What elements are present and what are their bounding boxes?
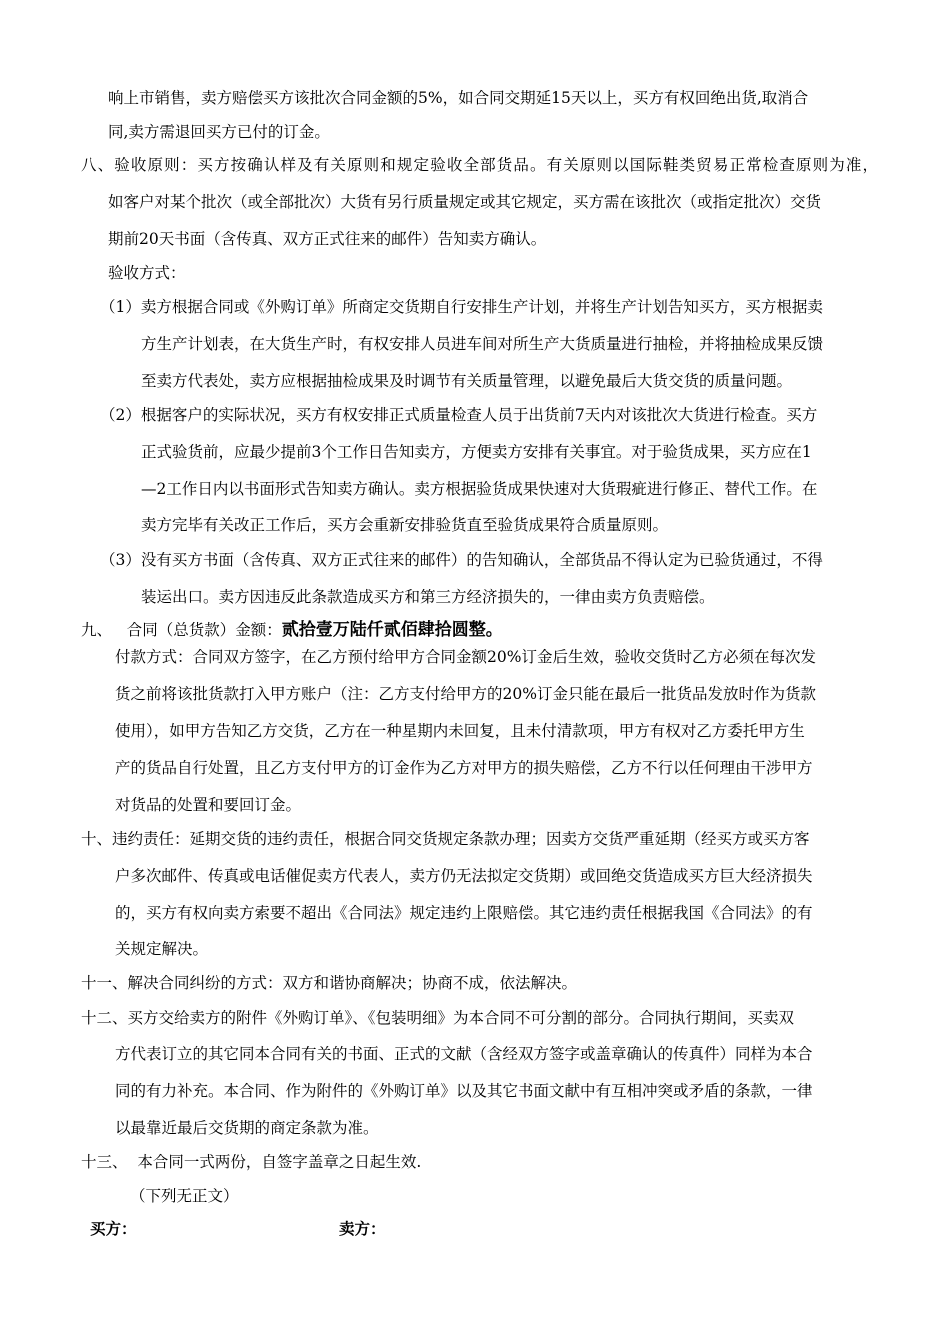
clause-10-line-2: 户多次邮件、传真或电话催促卖方代表人，卖方仍无法拟定交货期）或回绝交货造成买方巨大经济损失 <box>115 867 813 885</box>
payment-line-5: 对货品的处置和要回订金。 <box>115 796 302 814</box>
clause-8-line-1: 八、验收原则：买方按确认样及有关原则和规定验收全部货品。有关原则以国际鞋类贸易正常检查原则为准， <box>81 156 880 174</box>
clause-11-line-1: 十一、解决合同纠纷的方式：双方和谐协商解决；协商不成，依法解决。 <box>81 974 578 992</box>
no-further-text-note: （下列无正文） <box>130 1187 239 1205</box>
clause-9-label: 九、 合同（总货款）金额： <box>81 621 282 639</box>
buyer-signature-label: 买方： <box>90 1220 137 1238</box>
inspection-method-heading: 验收方式： <box>108 264 186 282</box>
method-2-line-4: 卖方完毕有关改正工作后，买方会重新安排验货直至验货成果符合质量原则。 <box>141 516 669 534</box>
method-1-line-1: （1）卖方根据合同或《外购订单》所商定交货期自行安排生产计划，并将生产计划告知买方，买方根据卖 <box>100 298 823 316</box>
payment-line-4: 产的货品自行处置，且乙方支付甲方的订金作为乙方对甲方的损失赔偿，乙方不行以任何理由干涉甲方 <box>115 759 813 777</box>
clause-7-line-2: 同,卖方需退回买方已付的订金。 <box>108 123 330 141</box>
clause-9-amount-line <box>81 620 503 640</box>
payment-line-2: 货之前将该批货款打入甲方账户（注：乙方支付给甲方的20%订金只能在最后一批货品发放时作为货款 <box>115 685 816 703</box>
payment-line-3: 使用），如甲方告知乙方交货，乙方在一种星期内未回复，且未付清款项，甲方有权对乙方委托甲方生 <box>115 722 805 740</box>
clause-12-line-2: 方代表订立的其它同本合同有关的书面、正式的文献（含经双方签字或盖章确认的传真件）同样为本合 <box>115 1045 813 1063</box>
clause-12-line-3: 同的有力补充。本合同、作为附件的《外购订单》以及其它书面文献中有互相冲突或矛盾的条款，一律 <box>115 1082 813 1100</box>
method-2-line-2: 正式验货前，应最少提前3个工作日告知卖方，方便卖方安排有关事宜。对于验货成果，买方应在1 <box>141 443 812 461</box>
clause-8-line-2: 如客户对某个批次（或全部批次）大货有另行质量规定或其它规定，买方需在该批次（或指定批次）交货 <box>108 193 822 211</box>
method-2-line-1: （2）根据客户的实际状况，买方有权安排正式质量检查人员于出货前7天内对该批次大货进行检查。买方 <box>100 406 818 424</box>
method-3-line-2: 装运出口。卖方因违反此条款造成买方和第三方经济损失的，一律由卖方负责赔偿。 <box>141 588 715 606</box>
method-1-line-3: 至卖方代表处，卖方应根据抽检成果及时调节有关质量管理，以避免最后大货交货的质量问题。 <box>141 372 793 390</box>
clause-12-line-4: 以最靠近最后交货期的商定条款为准。 <box>115 1119 379 1137</box>
clause-10-line-3: 的，买方有权向卖方索要不超出《合同法》规定违约上限赔偿。其它违约责任根据我国《合同法》的有 <box>115 904 813 922</box>
payment-line-1: 付款方式：合同双方签字，在乙方预付给甲方合同金额20%订金后生效，验收交货时乙方必须在每次发 <box>115 648 816 666</box>
clause-8-line-3: 期前20天书面（含传真、双方正式往来的邮件）告知卖方确认。 <box>108 230 547 248</box>
contract-amount: 贰拾壹万陆仟贰佰肆拾圆整。 <box>281 620 503 640</box>
clause-12-line-1: 十二、买方交给卖方的附件《外购订单》、《包装明细》为本合同不可分割的部分。合同执行期间，买卖双 <box>81 1009 795 1027</box>
clause-10-line-4: 关规定解决。 <box>115 940 209 958</box>
clause-13-line-1: 十三、 本合同一式两份，自签字盖章之日起生效. <box>81 1153 422 1171</box>
clause-7-line-1: 响上市销售，卖方赔偿买方该批次合同金额的5%，如合同交期延15天以上，买方有权回绝出货,取消合 <box>108 89 809 107</box>
method-1-line-2: 方生产计划表，在大货生产时，有权安排人员进车间对所生产大货质量进行抽检，并将抽检成果反馈 <box>141 335 824 353</box>
clause-10-line-1: 十、违约责任：延期交货的违约责任，根据合同交货规定条款办理；因卖方交货严重延期（经买方或买方客 <box>81 830 810 848</box>
seller-signature-label: 卖方： <box>339 1220 386 1238</box>
method-3-line-1: （3）没有买方书面（含传真、双方正式往来的邮件）的告知确认，全部货品不得认定为已验货通过，不得 <box>100 551 823 569</box>
method-2-line-3: —2工作日内以书面形式告知卖方确认。卖方根据验货成果快速对大货瑕疵进行修正、替代工作。在 <box>141 480 818 498</box>
